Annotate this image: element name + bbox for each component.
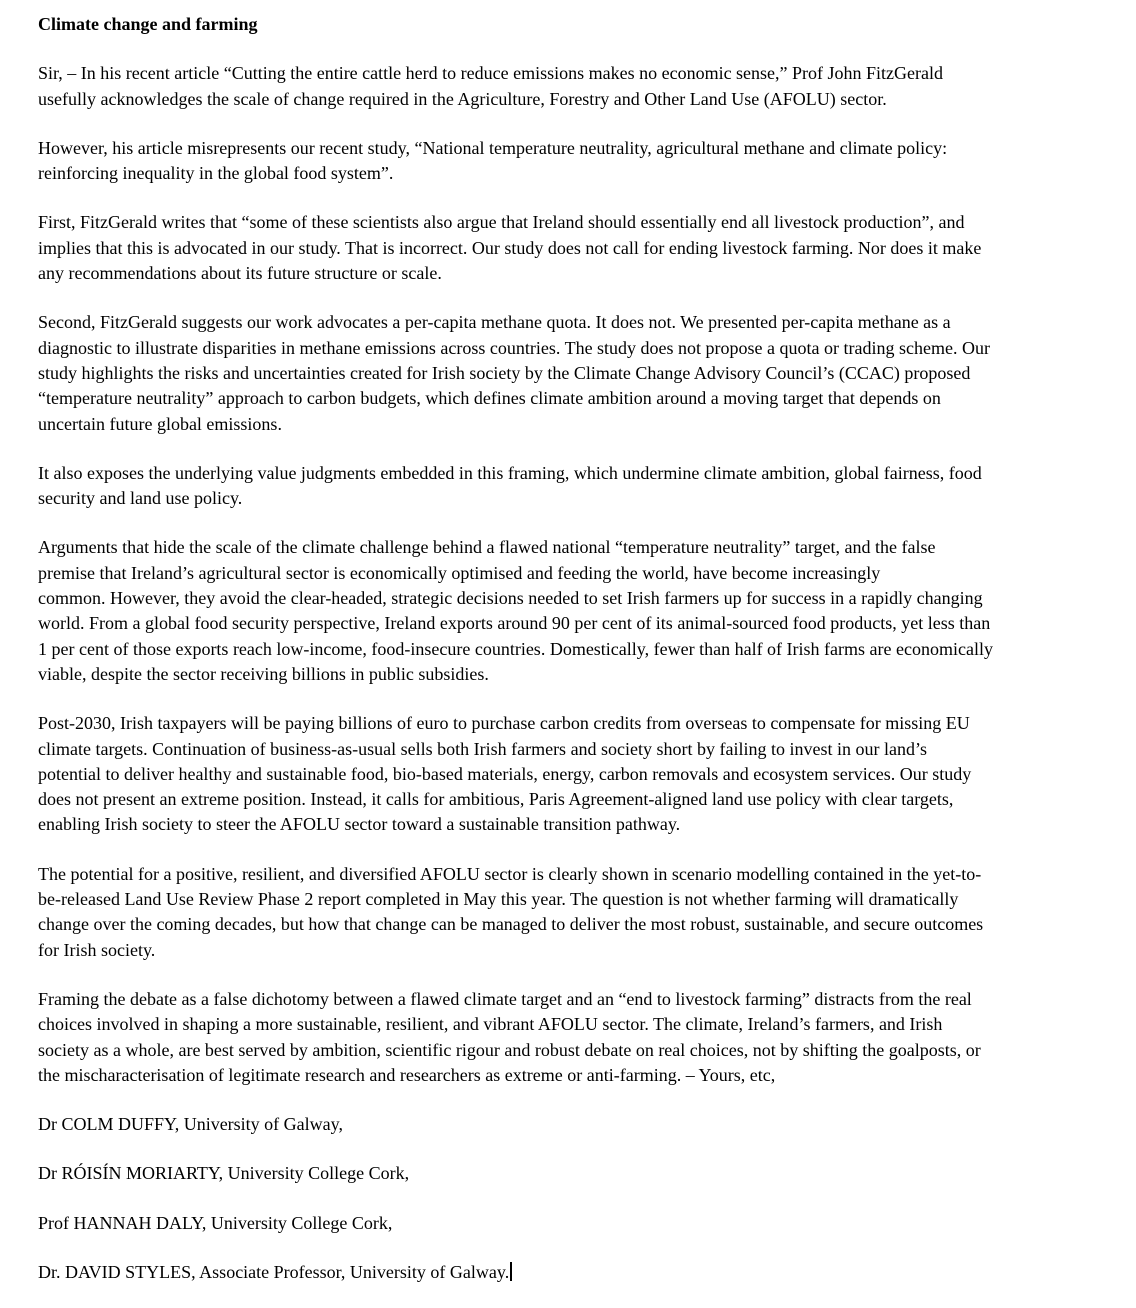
text-line: potential to deliver healthy and sustainable food, bio-based materials, energy, carbon removals and ecosystem services. Our study [38, 763, 972, 784]
text-line: any recommendations about its future structure or scale. [38, 263, 442, 284]
text-line: diagnostic to illustrate disparities in methane emissions across countries. The study does not propose a quota or trading scheme. Our [38, 337, 990, 358]
paragraph [38, 862, 1098, 963]
text-line: for Irish society. [38, 939, 156, 960]
paragraph [38, 210, 1098, 286]
text-line: common. However, they avoid the clear-headed, strategic decisions needed to set Irish farmers up for success in a rapidly changing [38, 588, 983, 609]
text-line: Framing the debate as a false dichotomy between a flawed climate target and an “end to livestock farming” distracts from the real [38, 988, 972, 1009]
text-line: does not present an extreme position. Instead, it calls for ambitious, Paris Agreement-aligned land use policy with clear targets, [38, 789, 954, 810]
text-line: uncertain future global emissions. [38, 413, 282, 434]
text-line: the mischaracterisation of legitimate research and researchers as extreme or anti-farming. – Yours, etc, [38, 1064, 776, 1085]
text-line: It also exposes the underlying value judgments embedded in this framing, which undermine climate ambition, global fairness, food [38, 462, 982, 483]
text-line: choices involved in shaping a more sustainable, resilient, and vibrant AFOLU sector. The climate, Ireland’s farmers, and Irish [38, 1014, 943, 1035]
signature-line: Prof HANNAH DALY, University College Cork, [38, 1212, 393, 1233]
paragraph [38, 461, 1098, 512]
paragraph [38, 136, 1098, 187]
text-line: enabling Irish society to steer the AFOLU sector toward a sustainable transition pathway. [38, 814, 681, 835]
signature-block [38, 1112, 1098, 1285]
paragraph [38, 310, 1098, 436]
text-line: climate targets. Continuation of business-as-usual sells both Irish farmers and society short by failing to invest in our land’s [38, 738, 928, 759]
text-line: Sir, – In his recent article “Cutting the entire cattle herd to reduce emissions makes no economic sense,” Prof John FitzGerald [38, 63, 944, 84]
signature-line: Dr. DAVID STYLES, Associate Professor, University of Galway. [38, 1260, 1098, 1285]
text-line: implies that this is advocated in our study. That is incorrect. Our study does not call for ending livestock farming. Nor does it make [38, 237, 982, 258]
text-line: usefully acknowledges the scale of change required in the Agriculture, Forestry and Other Land Use (AFOLU) sector. [38, 88, 887, 109]
paragraph [38, 987, 1098, 1088]
signature-line: Dr COLM DUFFY, University of Galway, [38, 1114, 343, 1135]
text-line: society as a whole, are best served by ambition, scientific rigour and robust debate on real choices, not by shifting the goalposts, or [38, 1039, 981, 1060]
text-line: premise that Ireland’s agricultural sector is economically optimised and feeding the world, have become increasingly [38, 562, 881, 583]
text-line: viable, despite the sector receiving billions in public subsidies. [38, 663, 489, 684]
paragraph [38, 61, 1098, 112]
text-line: security and land use policy. [38, 488, 243, 509]
text-cursor [510, 1262, 512, 1281]
text-line: The potential for a positive, resilient, and diversified AFOLU sector is clearly shown in scenario modelling contained in the yet-to- [38, 863, 982, 884]
text-line: world. From a global food security perspective, Ireland exports around 90 per cent of its animal-sourced food products, yet less than [38, 613, 991, 634]
text-line: be-released Land Use Review Phase 2 report completed in May this year. The question is not whether farming will dramatically [38, 889, 959, 910]
document-title: Climate change and farming [38, 14, 258, 34]
signature-line: Dr RÓISÍN MORIARTY, University College Cork, [38, 1163, 410, 1184]
text-line: “temperature neutrality” approach to carbon budgets, which defines climate ambition around a moving target that depends on [38, 388, 941, 409]
text-line: change over the coming decades, but how that change can be managed to deliver the most robust, sustainable, and secure outcomes [38, 914, 984, 935]
paragraph [38, 535, 1098, 687]
text-line: Post-2030, Irish taxpayers will be paying billions of euro to purchase carbon credits from overseas to compensate for missing EU [38, 713, 970, 734]
paragraph [38, 711, 1098, 837]
letter-body[interactable] [38, 61, 1098, 1088]
text-line: reinforcing inequality in the global food system”. [38, 163, 394, 184]
text-line: However, his article misrepresents our recent study, “National temperature neutrality, agricultural methane and climate policy: [38, 137, 948, 158]
text-line: study highlights the risks and uncertainties created for Irish society by the Climate Change Advisory Council’s (CCAC) proposed [38, 362, 971, 383]
text-line: Arguments that hide the scale of the climate challenge behind a flawed national “temperature neutrality” target, and the false [38, 537, 936, 558]
text-line: Second, FitzGerald suggests our work advocates a per-capita methane quota. It does not. We presented per-capita methane as a [38, 312, 951, 333]
text-line: First, FitzGerald writes that “some of these scientists also argue that Ireland should essentially end all livestock production”, and [38, 212, 965, 233]
text-line: 1 per cent of those exports reach low-income, food-insecure countries. Domestically, fewer than half of Irish farms are economically [38, 638, 993, 659]
